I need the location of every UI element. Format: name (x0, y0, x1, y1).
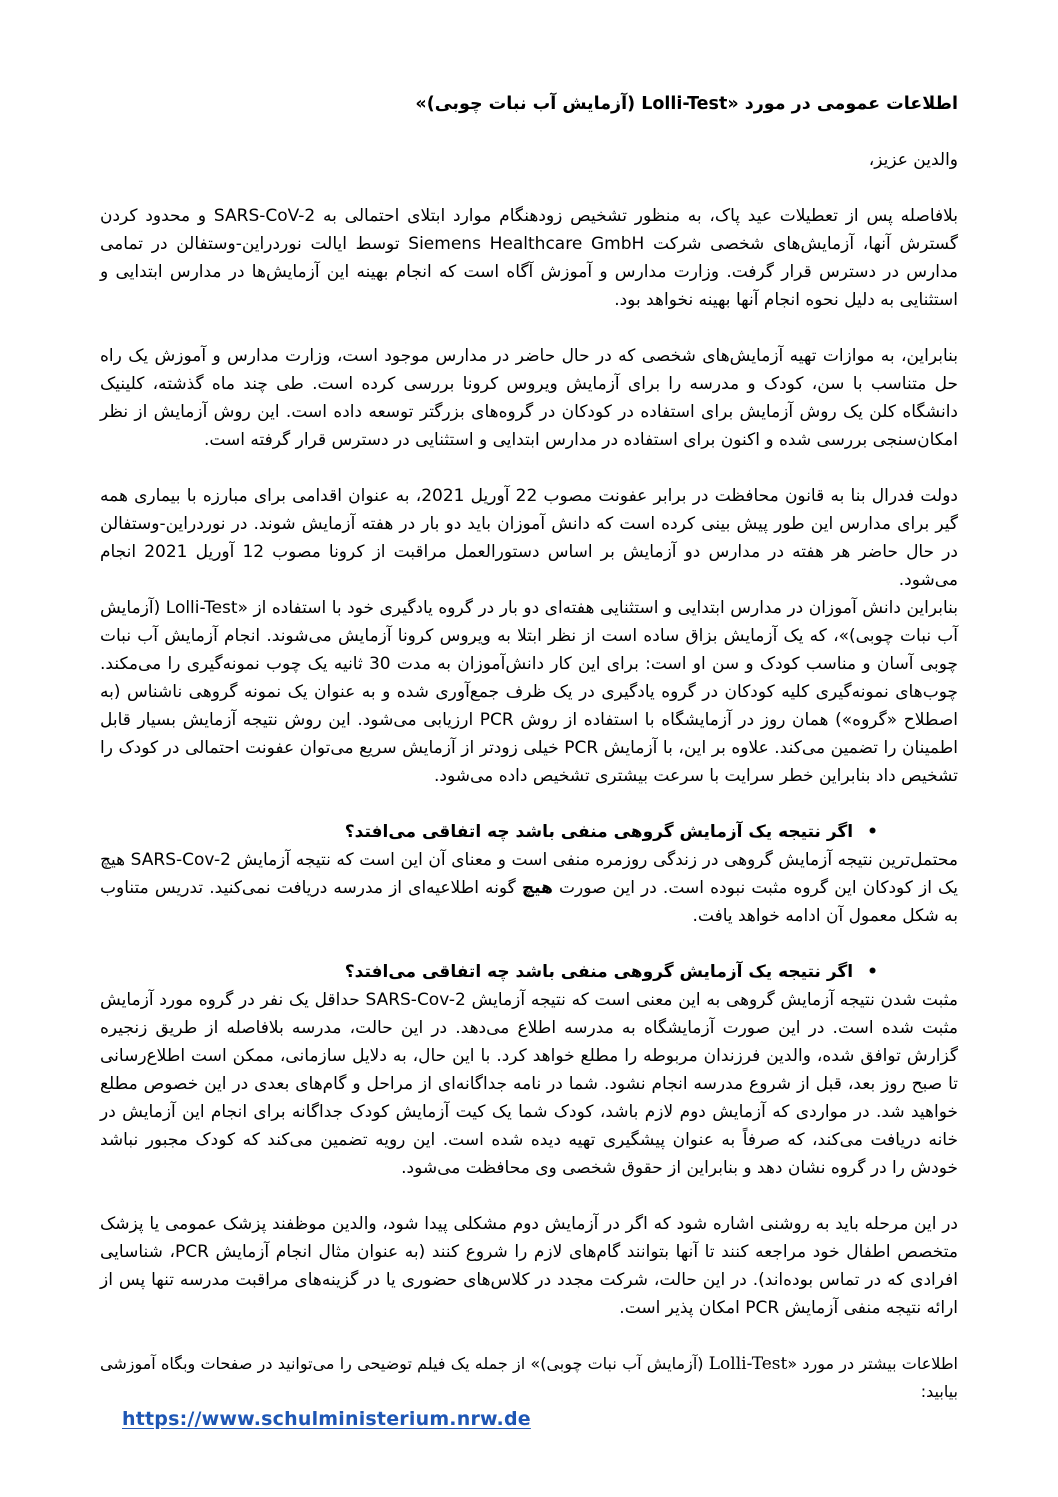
more-info-line (100, 1350, 958, 1406)
link-line (100, 1408, 958, 1430)
bullet-question-positive-label: اگر نتیجه یک آزمایش گروهی منفی باشد چه اتفاقی می‌افتد؟ (344, 962, 854, 982)
bullet-question-negative-result (100, 818, 958, 846)
more-info-text-1: اطلاعات بیشتر در مورد « (787, 1354, 958, 1373)
paragraph-doctor-advice: در این مرحله باید به روشنی اشاره شود که اگر در آزمایش دوم مشکلی پیدا شود، والدین موظفند پزشک عمومی یا پزشک متخصص اطفال خود مراجعه کنند تا آنها بتوانند گام‌های لازم را شروع کنند (به عنوان مثال انجام آزمایش PCR، شناسایی افرادی که در تماس بوده‌اند). در این حالت، شرکت مجدد در کلاس‌های حضوری یا در گزینه‌های مراقبت مدرسه تنها پس از ارائه نتیجه منفی آزمایش PCR امکان پذیر است. (100, 1214, 958, 1318)
bullet-question-negative-label: اگر نتیجه یک آزمایش گروهی منفی باشد چه اتفاقی می‌افتد؟ (344, 822, 854, 842)
paragraph-cologne-method: بنابراین، به موازات تهیه آزمایش‌های شخصی که در حال حاضر در مدارس موجود است، وزارت مدارس و آموزش یک راه حل متناسب با سن، کودک و مدرسه را برای آزمایش ویروس کرونا بررسی کرده است. طی چند ماه گذشته، کلینیک دانشگاه کلن یک روش آزمایش برای استفاده در کودکان در گروه‌های بزرگتر توسعه داده است. این روش آزمایش از نظر امکان‌سنجی بررسی شده و اکنون برای استفاده در مدارس ابتدایی و استثنایی در دسترس قرار گرفته است. (100, 346, 958, 450)
bullet-answer-negative-text-2: گونه اطلاعیه‌ای از مدرسه دریافت نمی‌کنید. تدریس متناوب به شکل معمول آن ادامه خواهد یافت. (100, 878, 958, 926)
paragraph-intro-tests: بلافاصله پس از تعطیلات عید پاک، به منظور تشخیص زودهنگام موارد ابتلای احتمالی به SARS-CoV-2 و محدود کردن گسترش آنها، آزمایش‌های شخصی شرکت Siemens Healthcare GmbH توسط ایالت نوردراین-وستفالن در تمامی مدارس در دسترس قرار گرفت. وزارت مدارس و آموزش آگاه است که انجام بهینه این آزمایش‌ها در مدارس ابتدایی و استثنایی به دلیل نحوه انجام آنها بهینه نخواهد بود. (100, 206, 959, 310)
paragraph-federal-law: دولت فدرال بنا به قانون محافظت در برابر عفونت مصوب 22 آوریل 2021، به عنوان اقدامی برای مبارزه با بیماری همه گیر برای مدارس این طور پیش بینی کرده است که دانش آموزان باید دو بار در هفته آزمایش شوند. در نوردراین-وستفالن در حال حاضر هر هفته در مدارس دو آزمایش بر اساس دستورالعمل مراقبت از کرونا مصوب 12 آوریل 2021 انجام می‌شود. (100, 486, 958, 590)
bullet-answer-negative (100, 846, 958, 930)
bullet-question-positive-result (100, 958, 958, 986)
bullet-icon: • (867, 822, 878, 842)
bullet-answer-negative-text-1: محتمل‌ترین نتیجه آزمایش گروهی در زندگی روزمره منفی است و معنای آن این است که نتیجه آزمایش SARS-Cov-2 هیچ یک از کودکان این گروه مثبت نبوده است. در این صورت (100, 850, 958, 898)
bullet-answer-negative-bold-word: هیچ (521, 878, 553, 898)
schulministerium-link[interactable]: https://www.schulministerium.nrw.de (122, 1408, 531, 1430)
document-title: اطلاعات عمومی در مورد «Lolli-Test (آزمایش آب نبات چوبی)» (415, 94, 958, 114)
lolli-test-brand: Lolli-Test (708, 1354, 788, 1374)
more-info-text-2: (آزمایش آب نبات چوبی)» از جمله یک فیلم توضیحی را می‌توانید در صفحات وبگاه آموزشی بیابید: (100, 1354, 958, 1401)
paragraph-lolli-test-description: بنابراین دانش آموزان در مدارس ابتدایی و استثنایی هفته‌ای دو بار در گروه یادگیری خود با استفاده از «Lolli-Test (آزمایش آب نبات چوبی)»، که یک آزمایش بزاق ساده است از نظر ابتلا به ویروس کرونا آزمایش می‌شوند. انجام آزمایش آب نبات چوبی آسان و مناسب کودک و سن او است: برای این کار دانش‌آموزان به مدت 30 ثانیه یک چوب نمونه‌گیری را می‌مکند. چوب‌های نمونه‌گیری کلیه کودکان در گروه یادگیری در یک ظرف جمع‌آوری شده و به عنوان یک نمونه گروهی ناشناس (به اصطلاح «گروه») همان روز در آزمایشگاه با استفاده از روش PCR ارزیابی می‌شود. این روش نتیجه آزمایش بسیار قابل اطمینان را تضمین می‌کند. علاوه بر این، با آزمایش PCR خیلی زودتر از آزمایش سریع می‌توان عفونت احتمالی در کودک را تشخیص داد بنابراین خطر سرایت با سرعت بیشتری تشخیص داده می‌شود. (100, 598, 959, 786)
bullet-answer-positive: مثبت شدن نتیجه آزمایش گروهی به این معنی است که نتیجه آزمایش SARS-Cov-2 حداقل یک نفر در گروه مورد آزمایش مثبت شده است. در این صورت آزمایشگاه به مدرسه اطلاع می‌دهد. در این حالت، مدرسه بلافاصله از طریق زنجیره گزارش توافق شده، والدین فرزندان مربوطه را مطلع خواهد کرد. با این حال، به دلایل سازمانی، ممکن است اطلاع‌رسانی تا صبح روز بعد، قبل از شروع مدرسه انجام نشود. شما در نامه جداگانه‌ای از مراحل و گام‌های بعدی در این خصوص مطلع خواهید شد. در مواردی که آزمایش دوم لازم باشد، کودک شما یک کیت آزمایش کودک جداگانه برای انجام این آزمایش در خانه دریافت می‌کند، که صرفاً به عنوان پیشگیری تهیه دیده شده است. این رویه تضمین می‌کند که کودک مجبور نباشد خودش را در گروه نشان دهد و بنابراین از حقوق شخصی وی محافظت می‌شود. (100, 990, 958, 1178)
salutation: والدین عزیز، (868, 150, 958, 170)
paragraph-block-law-and-lolli (100, 482, 958, 790)
bullet-icon: • (867, 962, 878, 982)
